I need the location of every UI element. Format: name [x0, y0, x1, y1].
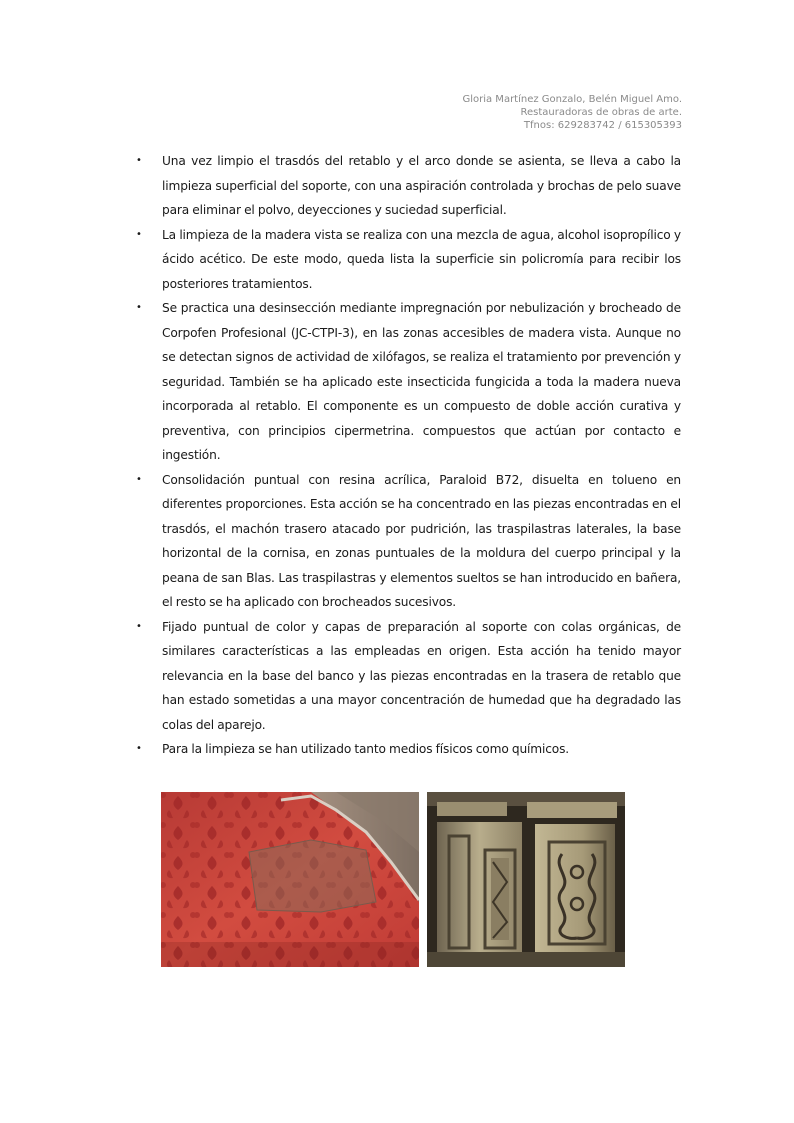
- list-item: [136, 223, 681, 297]
- bullet-icon: •: [136, 228, 142, 240]
- bullet-icon: •: [136, 620, 142, 632]
- bullet-icon: •: [136, 302, 142, 313]
- bullet-icon: •: [136, 155, 142, 166]
- letterhead-authors: Gloria Martínez Gonzalo, Belén Miguel Amo.: [462, 94, 682, 105]
- photo-cleaning-test: [161, 792, 419, 967]
- list-item-text: Fijado puntual de color y capas de preparación al soporte con colas orgánicas, de similares características a las empleadas en origen. Esta acción ha tenido mayor relevancia en la base del banco y las piezas encontradas en la trasera de retablo que han estado sometidas a una mayor concentración de humedad que ha degradado las colas del aparejo.: [162, 619, 681, 732]
- list-item: [136, 149, 681, 223]
- photo-gilded-pedestal: [427, 792, 625, 967]
- list-item-text: Una vez limpio el trasdós del retablo y el arco donde se asienta, se lleva a cabo la limpieza superficial del soporte, con una aspiración controlada y brochas de pelo suave para eliminar el polvo, deyecciones y suciedad superficial.: [162, 154, 681, 217]
- letterhead-phones: Tfnos: 629283742 / 615305393: [523, 120, 682, 131]
- list-item: [136, 296, 681, 468]
- photo-gilded-pedestal-image: [427, 792, 625, 967]
- list-item: [136, 468, 681, 615]
- list-item: [136, 737, 681, 762]
- treatment-list: [136, 149, 681, 762]
- list-item: [136, 615, 681, 738]
- letterhead: [462, 93, 682, 132]
- photo-cleaning-test-image: [161, 792, 419, 967]
- list-item-text: Consolidación puntual con resina acrílica, Paraloid B72, disuelta en tolueno en diferentes proporciones. Esta acción se ha concentrado en las piezas encontradas en el trasdós, el machón trasero atacado por pudrición, las traspilastras laterales, la base horizontal de la cornisa, en zonas puntuales de la moldura del cuerpo principal y la peana de san Blas. Las traspilastras y elementos sueltos se han introducido en bañera, el resto se ha aplicado con brocheados sucesivos.: [162, 472, 681, 609]
- letterhead-profession: Restauradoras de obras de arte.: [520, 107, 682, 118]
- list-item-text: La limpieza de la madera vista se realiza con una mezcla de agua, alcohol isopropílico y ácido acético. De este modo, queda lista la superficie sin policromía para recibir los posteriores tratamientos.: [162, 227, 681, 291]
- bullet-icon: •: [136, 473, 142, 485]
- list-item-text: Se practica una desinsección mediante impregnación por nebulización y brocheado de Corpofen Profesional (JC-CTPI-3), en las zonas accesibles de madera vista. Aunque no se detectan signos de actividad de xilófagos, se realiza el tratamiento por prevención y seguridad. También se ha aplicado este insecticida fungicida a toda la madera nueva incorporada al retablo. El componente es un compuesto de doble acción curativa y preventiva, con principios cipermetrina. compuestos que actúan por contacto e ingestión.: [162, 301, 681, 462]
- list-item-text: Para la limpieza se han utilizado tanto medios físicos como químicos.: [162, 742, 570, 756]
- bullet-icon: •: [136, 743, 142, 754]
